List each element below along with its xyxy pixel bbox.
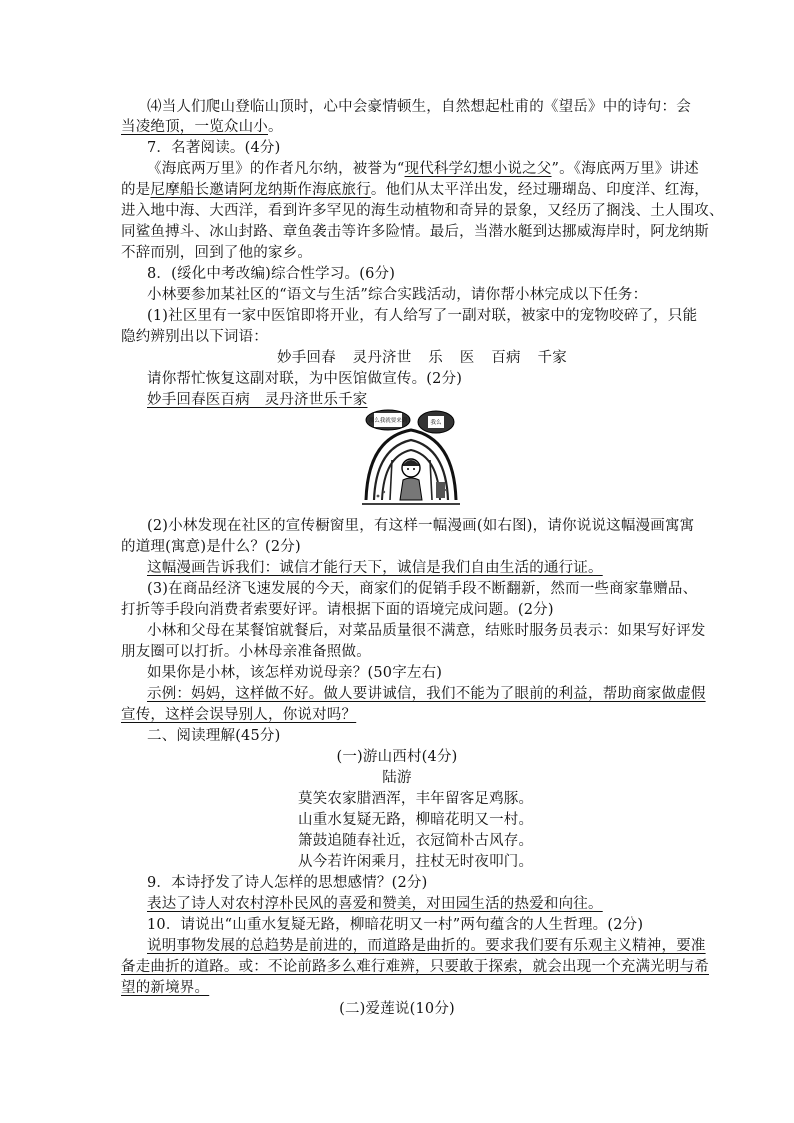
section2-title: 二、阅读理解(45分) — [147, 728, 281, 744]
q6-4-prefix: ⑷当人们爬山登临山顶时，心中会豪情顿生，自然想起杜甫的《望岳》中的诗句：会 — [147, 99, 691, 115]
q10-answer2: 备走曲折的道路。或：不论前路多么难行难辨，只要敢于探索，就会出现一个充满光明与希 — [121, 959, 709, 975]
cartoon-image — [358, 408, 464, 508]
q8-p3-answer2: 宣传，这样会误导别人，你说对吗？ — [121, 707, 357, 723]
q8-intro: 小林要参加某社区的“语文与生活”综合实践活动，请你帮小林完成以下任务： — [147, 287, 648, 303]
q7-answer-title: 现代科学幻想小说之父 — [404, 161, 552, 177]
word-4: 医 — [459, 350, 475, 366]
q8-p3-line2: 打折等手段向消费者索要好评。请根据下面的语境完成问题。(2分) — [121, 602, 554, 618]
q7-line5: 不辞而别，回到了他的家乡。 — [121, 245, 313, 261]
q8-p3-line4: 朋友圈可以打折。小林母亲准备照做。 — [121, 644, 371, 660]
q7-title: 7．名著阅读。(4分) — [147, 140, 281, 156]
q7-line2-b: 。他们从太平洋出发，经过珊瑚岛、印度洋、红海， — [370, 182, 710, 198]
q10-answer3: 望的新境界。 — [121, 980, 210, 996]
part2-title: (二)爱莲说(10分) — [339, 1001, 455, 1017]
cartoon-label-2: 我么 — [430, 420, 442, 426]
q8-words-row — [277, 348, 567, 368]
q8-p1-line2: 隐约辨别出以下词语： — [121, 329, 268, 345]
q7-line2 — [121, 180, 709, 200]
q8-p3-line1: (3)在商品经济飞速发展的今天，商家们的促销手段不断翻新，然而一些商家靠赠品、 — [147, 581, 698, 597]
q8-p1-task: 请你帮忙恢复这副对联，为中医馆做宣传。(2分) — [147, 371, 463, 387]
q6-4-suffix: 。 — [268, 119, 283, 135]
q6-4-answer: 当凌绝顶，一览众山小 — [121, 119, 268, 135]
q7-line4: 同鲨鱼搏斗、冰山封路、章鱼袭击等许多险情。最后，当潜水艇到达挪威海岸时，阿龙纳斯 — [121, 224, 709, 240]
q10-title: 10．请说出“山重水复疑无路，柳暗花明又一村”两句蕴含的人生哲理。(2分) — [147, 917, 644, 933]
word-2: 灵丹济世 — [352, 350, 412, 366]
poem-title: (一)游山西村(4分) — [336, 749, 458, 765]
poem-author: 陆游 — [382, 770, 412, 786]
q8-p1-line1: (1)社区里有一家中医馆即将开业，有人给写了一副对联，被家中的宠物咬碎了，只能 — [147, 308, 698, 324]
q8-p3-line3: 小林和父母在某餐馆就餐后，对菜品质量很不满意，结账时服务员表示：如果写好评发 — [147, 623, 706, 639]
q9-answer: 表达了诗人对农村淳朴民风的喜爱和赞美，对田园生活的热爱和向往。 — [147, 896, 603, 912]
word-6: 千家 — [537, 350, 567, 366]
q10-answer1: 说明事物发展的总趋势是前进的，而道路是曲折的。要求我们要有乐观主义精神，要准 — [147, 938, 706, 954]
q7-line3: 进入地中海、大西洋，看到许多罕见的海生动植物和奇异的景象，又经历了搁浅、土人围攻、 — [121, 203, 724, 219]
cartoon-label-1: 那么我就要来到 — [368, 418, 408, 424]
q7-line1 — [147, 159, 699, 179]
q6-4-line1 — [147, 97, 691, 117]
q6-4-line2 — [121, 117, 283, 137]
poem-line-3: 箫鼓追随春社近，衣冠简朴古风存。 — [298, 833, 534, 849]
q7-line2-a: 的是 — [121, 182, 151, 198]
q7-line1-a: 《海底两万里》的作者凡尔纳，被誉为“ — [147, 161, 405, 177]
word-3: 乐 — [428, 350, 443, 366]
q8-p1-answer: 妙手回春医百病 灵丹济世乐千家 — [147, 392, 368, 408]
word-5: 百病 — [491, 350, 521, 366]
poem-line-4: 从今若许闲乘月，拄杖无时夜叩门。 — [298, 854, 534, 870]
q9-title: 9．本诗抒发了诗人怎样的思想感情？(2分) — [147, 875, 428, 891]
q8-p2-answer: 这幅漫画告诉我们：诚信才能行天下，诚信是我们自由生活的通行证。 — [147, 560, 603, 576]
poem-line-1: 莫笑农家腊酒浑，丰年留客足鸡豚。 — [298, 791, 534, 807]
q8-p3-answer1: 示例：妈妈，这样做不好。做人要讲诚信，我们不能为了眼前的利益，帮助商家做虚假 — [147, 686, 706, 702]
q8-p2-line1: (2)小林发现在社区的宣传橱窗里，有这样一幅漫画(如右图)，请你说说这幅漫画寓寓 — [147, 518, 695, 534]
q7-line1-b: ”。《海底两万里》讲述 — [551, 161, 699, 177]
word-1: 妙手回春 — [277, 350, 336, 366]
q8-p3-task: 如果你是小林，该怎样劝说母亲？(50字左右) — [147, 665, 443, 681]
q7-answer-plot: 尼摩船长邀请阿龙纳斯作海底旅行 — [150, 182, 371, 198]
q8-title: 8．(绥化中考改编)综合性学习。(6分) — [147, 266, 396, 282]
q8-p2-line2: 的道理(寓意)是什么？(2分) — [121, 539, 301, 555]
poem-line-2: 山重水复疑无路，柳暗花明又一村。 — [298, 812, 534, 828]
